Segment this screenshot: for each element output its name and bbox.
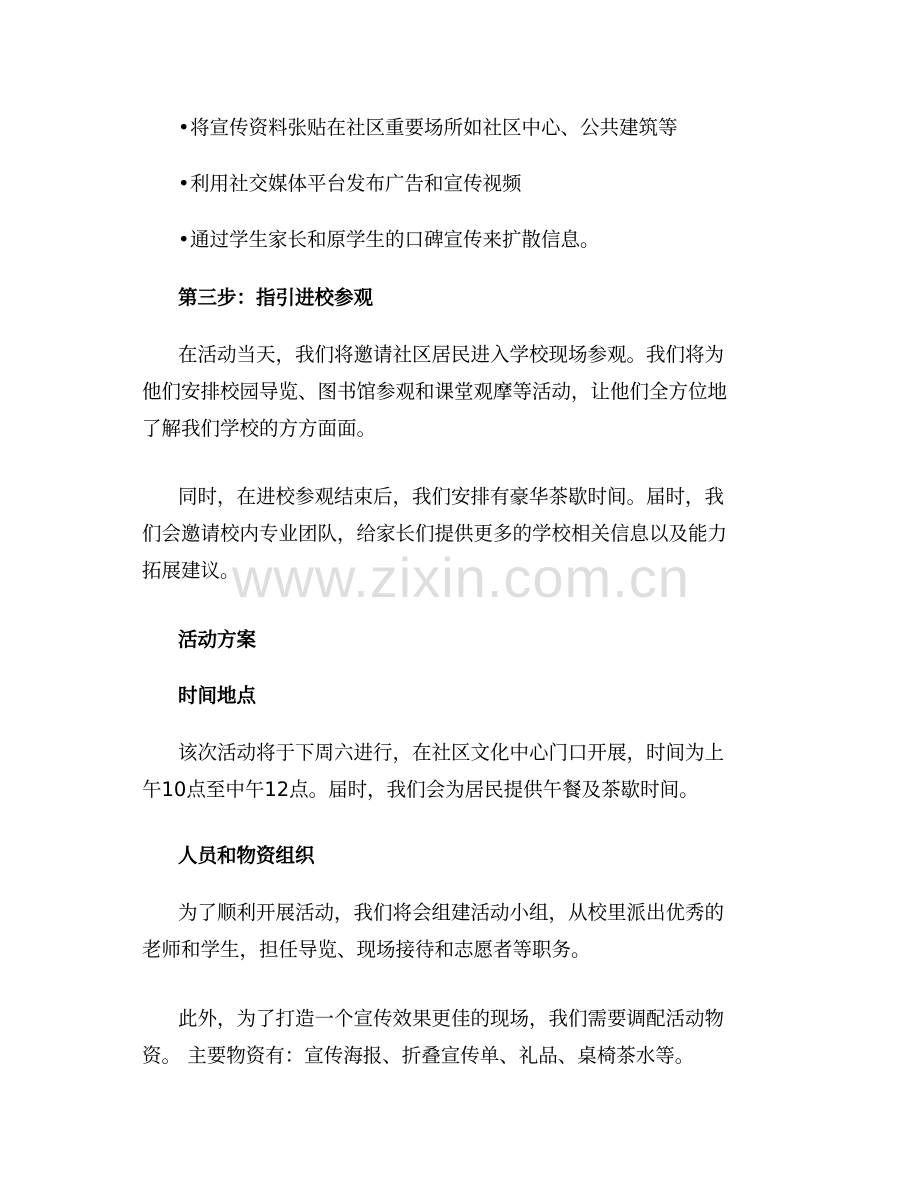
- bullet-glyph: •: [178, 228, 190, 251]
- section-heading-staff: 人员和物资组织: [178, 844, 315, 867]
- bullet-item-1: [178, 110, 798, 146]
- paragraph-line: 他们安排校园导览、图书馆参观和课堂观摩等活动，让他们全方位地: [142, 380, 728, 403]
- paragraph-step3-visit: [142, 336, 782, 447]
- bullet-text: 将宣传资料张贴在社区重要场所如社区中心、公共建筑等: [190, 116, 678, 139]
- paragraph-line: 此外，为了打造一个宣传效果更佳的现场，我们需要调配活动物: [178, 1007, 725, 1030]
- section-heading-step3: 第三步：指引进校参观: [178, 286, 374, 309]
- paragraph-line: 们会邀请校内专业团队，给家长们提供更多的学校相关信息以及能力: [142, 522, 728, 545]
- paragraph-materials: [142, 1000, 782, 1074]
- watermark-text: www.zixin.com.cn: [232, 546, 690, 609]
- paragraph-line: 在活动当天，我们将邀请社区居民进入学校现场参观。我们将为: [178, 343, 725, 366]
- bullet-text: 通过学生家长和原学生的口碑宣传来扩散信息。: [190, 228, 600, 251]
- bullet-item-3: [178, 222, 798, 258]
- bullet-glyph: •: [178, 116, 190, 139]
- paragraph-line: 为了顺利开展活动，我们将会组建活动小组，从校里派出优秀的: [178, 901, 725, 924]
- paragraph-line: 拓展建议。: [142, 559, 240, 582]
- paragraph-step3-tea: [142, 478, 782, 589]
- paragraph-time-place: [142, 734, 782, 808]
- paragraph-line: 该次活动将于下周六进行，在社区文化中心门口开展，时间为上: [178, 741, 725, 764]
- paragraph-line: 同时，在进校参观结束后，我们安排有豪华茶歇时间。届时，我: [178, 485, 725, 508]
- bullet-text: 利用社交媒体平台发布广告和宣传视频: [190, 172, 522, 195]
- paragraph-line: 午10点至中午12点。届时，我们会为居民提供午餐及茶歇时间。: [142, 778, 699, 801]
- section-heading-time: 时间地点: [178, 684, 257, 707]
- paragraph-line: 了解我们学校的方方面面。: [142, 417, 377, 440]
- paragraph-line: 资。 主要物资有：宣传海报、折叠宣传单、礼品、桌椅茶水等。: [142, 1044, 695, 1067]
- paragraph-staff: [142, 894, 782, 968]
- bullet-glyph: •: [178, 172, 190, 195]
- section-heading-plan: 活动方案: [178, 628, 257, 651]
- bullet-item-2: [178, 166, 798, 202]
- paragraph-line: 老师和学生，担任导览、现场接待和志愿者等职务。: [142, 938, 591, 961]
